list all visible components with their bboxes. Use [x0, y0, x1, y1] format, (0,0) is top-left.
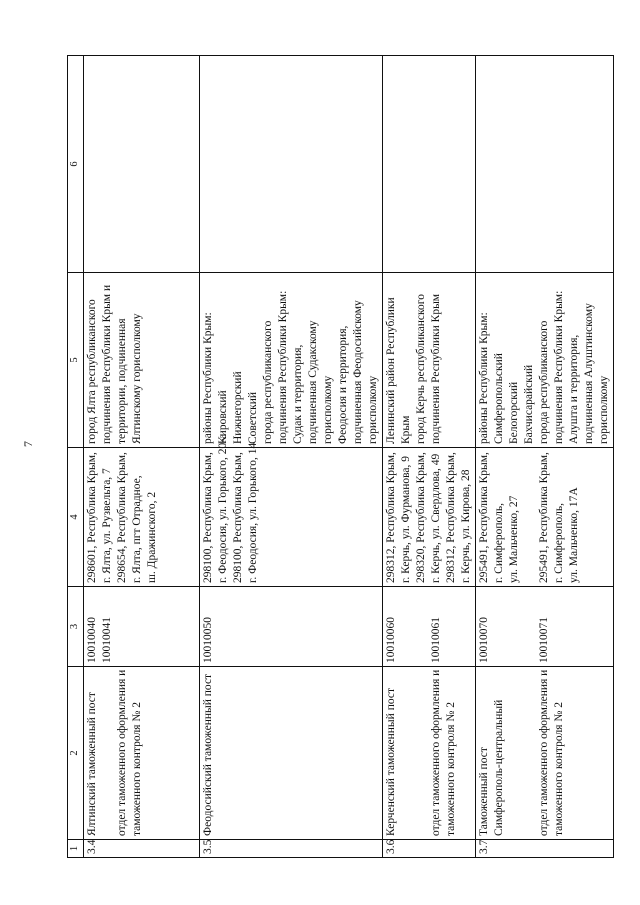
- text-line: горисполкому: [598, 375, 610, 444]
- text-line: г. Керчь, ул. Свердлова, 49: [430, 453, 442, 583]
- text-line: 10010071: [538, 617, 550, 663]
- code-cell: [383, 587, 476, 667]
- post-name-cell: [476, 667, 614, 840]
- text-line: Бахчисарайский: [523, 364, 535, 444]
- post-name-cell: [200, 667, 383, 840]
- text-line: 10010050: [202, 617, 214, 663]
- text-line: Феодосийский таможенный пост: [202, 673, 214, 836]
- text-line: Советский: [247, 391, 259, 444]
- header-cell: 4: [68, 448, 84, 587]
- text-line: город Керчь республиканского: [415, 294, 427, 444]
- text-line: Ленинский район Республики: [385, 297, 397, 444]
- text-line: подчиненная Феодосийскому: [352, 300, 364, 444]
- text-line: 10010041: [101, 617, 113, 663]
- text-line: 298312, Республика Крым,: [445, 452, 457, 583]
- text-line: 298312, Республика Крым,: [385, 452, 397, 583]
- text-line: 10010060: [385, 617, 397, 663]
- note-cell: [476, 56, 614, 273]
- text-line: 298100, Республика Крым,: [232, 452, 244, 583]
- header-cell: 5: [68, 273, 84, 448]
- text-line: г. Керчь, ул. Фурманова, 9: [400, 456, 412, 583]
- note-cell: [84, 56, 200, 273]
- text-line: г. Ялта, пгт Отрадное,: [131, 475, 143, 583]
- text-line: г. Симферополь,: [493, 503, 505, 583]
- text-line: Керченский таможенный пост: [385, 687, 397, 836]
- code-cell: [200, 587, 383, 667]
- customs-posts-table: [67, 55, 614, 858]
- table-row: [476, 56, 614, 858]
- text-line: подчинения Республики Крым и: [101, 284, 113, 444]
- text-line: таможенного контроля № 2: [553, 702, 565, 836]
- table-row: [200, 56, 383, 858]
- text-line: [522, 590, 537, 663]
- text-line: Крым: [400, 415, 412, 444]
- text-line: 298100, Республика Крым,: [202, 452, 214, 583]
- note-cell: [200, 56, 383, 273]
- address-cell: [84, 448, 200, 587]
- note-cell: [383, 56, 476, 273]
- text-line: Судак и территория,: [292, 344, 304, 444]
- address-cell: [383, 448, 476, 587]
- text-line: отдел таможенного оформления и: [430, 669, 442, 836]
- text-line: горисполкому: [367, 375, 379, 444]
- address-cell: [200, 433, 383, 587]
- text-line: [414, 670, 429, 836]
- text-line: подчиненная Судакскому: [307, 320, 319, 444]
- text-line: таможенного контроля № 2: [131, 702, 143, 836]
- text-line: 298320, Республика Крым,: [415, 452, 427, 583]
- text-line: [399, 670, 414, 836]
- text-line: [507, 670, 522, 836]
- text-line: районы Республики Крым:: [478, 312, 490, 444]
- text-line: г. Ялта, ул. Рузвельта, 7: [101, 468, 113, 583]
- text-line: г. Феодосия, ул. Горького, 14: [247, 442, 259, 583]
- header-cell: 6: [68, 56, 84, 273]
- row-number-cell: 3.4: [84, 840, 200, 858]
- page-number: 7: [21, 441, 35, 447]
- row-number-cell: 3.5: [200, 840, 383, 858]
- text-line: таможенного контроля № 2: [445, 702, 457, 836]
- text-line: 298601, Республика Крым,: [86, 452, 98, 583]
- region-cell: [84, 273, 200, 448]
- text-line: подчинения Республики Крым:: [277, 290, 289, 444]
- table-row: [84, 56, 200, 858]
- text-line: отдел таможенного оформления и: [538, 669, 550, 836]
- text-line: Нижнегорский: [232, 371, 244, 444]
- text-line: 10010040: [86, 617, 98, 663]
- text-line: ул. Мальченко, 27: [508, 495, 520, 583]
- region-cell: [383, 273, 476, 448]
- text-line: районы Республики Крым:: [202, 312, 214, 444]
- row-number-cell: 3.7: [476, 840, 614, 858]
- table-row: [383, 56, 476, 858]
- text-line: [522, 670, 537, 836]
- text-line: подчинения Республики Крым: [430, 293, 442, 444]
- text-line: подчинения Республики Крым:: [553, 290, 565, 444]
- text-line: Таможенный пост: [478, 747, 490, 836]
- text-line: 295491, Республика Крым,: [538, 452, 550, 583]
- text-line: [492, 590, 507, 663]
- text-line: г. Феодосия, ул. Горького, 20-а: [217, 433, 229, 583]
- text-line: г. Керчь, ул. Кирова, 28: [460, 469, 472, 583]
- post-name-cell: [84, 667, 200, 840]
- text-line: г. Симферополь,: [553, 503, 565, 583]
- text-line: Ялтинский таможенный пост: [86, 692, 98, 836]
- code-cell: [84, 587, 200, 667]
- rotated-table-wrapper: [67, 56, 610, 858]
- text-line: Алушта и территория,: [568, 334, 580, 444]
- region-cell: [200, 273, 383, 448]
- text-line: 295491, Республика Крым,: [478, 452, 490, 583]
- text-line: город Ялта республиканского: [86, 299, 98, 444]
- header-cell: 3: [68, 587, 84, 667]
- post-name-cell: [383, 667, 476, 840]
- header-row: [68, 56, 84, 858]
- text-line: ул. Мальченко, 17А: [568, 487, 580, 583]
- address-cell: [476, 448, 614, 587]
- text-line: [414, 590, 429, 663]
- text-line: Симферополь-центральный: [493, 699, 505, 836]
- text-line: 298654, Республика Крым,: [116, 452, 128, 583]
- text-line: [100, 670, 115, 836]
- text-line: 10010061: [430, 617, 442, 663]
- row-number-cell: 3.6: [383, 840, 476, 858]
- text-line: горисполкому: [322, 375, 334, 444]
- text-line: 10010070: [478, 617, 490, 663]
- header-cell: 2: [68, 667, 84, 840]
- region-cell: [476, 273, 614, 448]
- text-line: города республиканского: [262, 320, 274, 444]
- text-line: подчиненная Алуштинскому: [583, 303, 595, 444]
- text-line: [399, 590, 414, 663]
- text-line: Белогорский: [508, 381, 520, 444]
- header-cell: 1: [68, 840, 84, 858]
- code-cell: [476, 587, 614, 667]
- text-line: территории, подчиненная: [116, 318, 128, 444]
- text-line: Симферопольский: [493, 353, 505, 444]
- text-line: города республиканского: [538, 320, 550, 444]
- text-line: Феодосия и территория,: [337, 325, 349, 444]
- text-line: отдел таможенного оформления и: [116, 669, 128, 836]
- text-line: ш. Дражинского, 2: [146, 491, 158, 583]
- text-line: Ялтинскому горисполкому: [131, 313, 143, 444]
- text-line: [507, 590, 522, 663]
- text-line: Кировский: [217, 390, 229, 444]
- text-line: [522, 451, 537, 583]
